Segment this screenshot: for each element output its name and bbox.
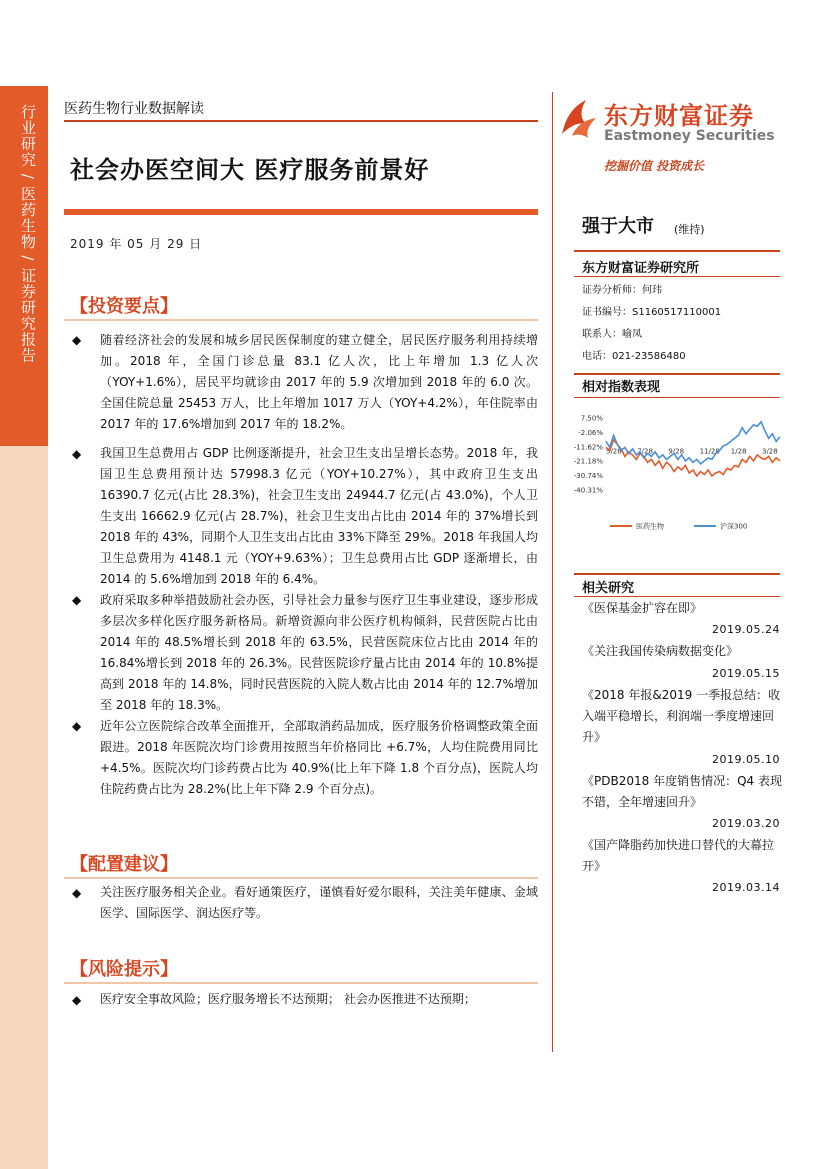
related-report-title: 《国产降脂药加快进口替代的大幕拉开》 bbox=[582, 838, 775, 873]
report-date: 2019 年 05 月 29 日 bbox=[70, 237, 203, 251]
y-tick-label: -30.74% bbox=[574, 472, 603, 481]
related-research-title: 相关研究 bbox=[582, 581, 635, 596]
investment-point: 近年公立医院综合改革全面推开，全部取消药品加成，医疗服务价格调整政策全面跟进。2018 年医院次均门诊费用按照当年价格同比 +6.7%，人均住院费用同比+4.5%。医院次均门诊药费占比为 40.9%(比上年下降 1.8 个百分点)，医院人均住院药费占比为 28.2%(比上年下降 2.9 个百分点)。 bbox=[100, 719, 538, 796]
y-tick-label: -11.62% bbox=[574, 443, 603, 452]
related-report-date: 2019.03.14 bbox=[712, 881, 780, 894]
x-tick-label: 1/28 bbox=[730, 447, 747, 456]
allocation-point: 关注医疗服务相关企业。看好通策医疗，谨慎看好爱尔眼科，关注美年健康、金域医学、国际医学、润达医疗等。 bbox=[100, 885, 538, 920]
brand-slogan: 挖掘价值 投资成长 bbox=[604, 159, 705, 173]
investment-point: 政府采取多种举措鼓励社会办医，引导社会力量参与医疗卫生事业建设，逐步形成多层次多样化医疗服务新格局。新增资源向非公医疗机构倾斜，民营医院占比由 2014 年的 48.5%增长到 2018 年的 63.5%，民营医院床位占比由 2014 年的 16.84%增长到 2018 年的 26.3%。民营医院诊疗量占比由 2014 年的 10.8%提高到 2018 年的 14.8%，同时民营医院的入院人数占比由 2014 年的 12.7%增加至 2018 年的 18.3%。 bbox=[100, 593, 538, 712]
risk-section-title: 【风险提示】 bbox=[70, 959, 178, 980]
bullet-icon: ◆ bbox=[72, 593, 82, 607]
analyst-name: 证券分析师：何玮 bbox=[582, 285, 662, 296]
column-divider bbox=[552, 92, 553, 1052]
allocation-section-title: 【配置建议】 bbox=[70, 854, 178, 875]
left-band-top bbox=[0, 0, 48, 86]
sidebar-rule bbox=[574, 397, 780, 398]
related-report-title: 《医保基金扩容在即》 bbox=[582, 601, 703, 615]
related-report-title: 《PDB2018 年度销售情况：Q4 表现不错，全年增速回升》 bbox=[582, 774, 782, 809]
rating-label: 强于大市 bbox=[582, 216, 654, 237]
investment-section-title: 【投资要点】 bbox=[70, 296, 178, 317]
legend-label: 医药生物 bbox=[636, 522, 664, 531]
related-report-title: 《关注我国传染病数据变化》 bbox=[582, 644, 739, 658]
investment-point: 随着经济社会的发展和城乡居民医保制度的建立健全，居民医疗服务利用持续增加。2018 年，全国门诊总量 83.1 亿人次，比上年增加 1.3 亿人次（YOY+1.6%），居民平均就诊由 2017 年的 5.9 次增加到 2018 年的 6.0 次。全国住院总量 25453 万人，比上年增加 1017 万人（YOY+4.2%），年住院率由 2017 年的 17.6%增加到 2017 年的 18.2%。 bbox=[100, 333, 538, 431]
y-tick-label: -40.31% bbox=[574, 486, 603, 495]
brand-name-cn: 东方财富证券 bbox=[604, 102, 754, 130]
bullet-icon: ◆ bbox=[72, 719, 82, 733]
related-report-date: 2019.05.10 bbox=[712, 753, 780, 766]
sidebar-rule bbox=[574, 250, 780, 252]
bullet-icon: ◆ bbox=[72, 333, 82, 347]
x-tick-label: 9/28 bbox=[668, 447, 685, 456]
legend-label: 沪深300 bbox=[720, 522, 748, 531]
certificate-number: 证书编号：S1160517110001 bbox=[582, 307, 722, 318]
institute-name: 东方财富证券研究所 bbox=[582, 261, 700, 276]
y-tick-label: -2.06% bbox=[578, 428, 603, 437]
chart-title: 相对指数表现 bbox=[582, 380, 661, 395]
title-bar bbox=[64, 209, 538, 215]
brand-name-en: Eastmoney Securities bbox=[604, 128, 775, 144]
bullet-icon: ◆ bbox=[72, 993, 82, 1007]
sidebar-rule bbox=[574, 596, 780, 597]
related-report-date: 2019.03.20 bbox=[712, 817, 780, 830]
eastmoney-flame-logo-icon bbox=[556, 96, 600, 140]
bullet-icon: ◆ bbox=[72, 886, 82, 900]
sidebar-rule bbox=[574, 573, 780, 575]
phone-number: 电话：021-23586480 bbox=[582, 351, 686, 362]
related-report-date: 2019.05.24 bbox=[712, 623, 780, 636]
rating-note: (维持) bbox=[674, 223, 705, 236]
relative-index-chart bbox=[574, 408, 786, 540]
section-rule bbox=[64, 877, 538, 879]
x-tick-label: 5/28 bbox=[606, 447, 622, 456]
section-rule bbox=[64, 319, 538, 321]
y-tick-label: -21.18% bbox=[574, 457, 603, 466]
header-rule bbox=[64, 120, 538, 122]
left-band-lower bbox=[0, 446, 48, 1169]
related-report-title: 《2018 年报&2019 一季报总结：收入端平稳增长，利润端一季度增速回升》 bbox=[582, 688, 781, 744]
x-tick-label: 3/28 bbox=[762, 447, 778, 456]
series-line bbox=[606, 440, 780, 476]
section-rule bbox=[64, 982, 538, 984]
series-line bbox=[606, 422, 780, 464]
bullet-icon: ◆ bbox=[72, 447, 82, 461]
side-label: 行业研究 / 医药生物 / 证券研究报告 bbox=[19, 104, 37, 364]
x-tick-label: 7/28 bbox=[637, 447, 653, 456]
x-tick-label: 11/28 bbox=[699, 447, 720, 456]
page-title: 社会办医空间大 医疗服务前景好 bbox=[70, 156, 430, 184]
report-category: 医药生物行业数据解读 bbox=[64, 101, 204, 117]
investment-point: 我国卫生总费用占 GDP 比例逐渐提升，社会卫生支出呈增长态势。2018 年，我国卫生总费用预计达 57998.3 亿元（YOY+10.27%），其中政府卫生支出 16390.7 亿元(占比 28.3%)，社会卫生支出 24944.7 亿元(占 43.0%)，个人卫生支出 16662.9 亿元(占 28.7%)，社会卫生支出占比由 2014 年的 37%增长到 2018 年的 43%，同期个人卫生支出占比由 33%下降至 29%。2018 年我国人均卫生总费用为 4148.1 元（YOY+9.63%）；卫生总费用占比 GDP 逐渐增长，由 2014 的 5.6%增加到 2018 年的 6.4%。 bbox=[100, 446, 538, 586]
risk-point: 医疗安全事故风险；医疗服务增长不达预期； 社会办医推进不达预期； bbox=[100, 992, 476, 1006]
related-report-date: 2019.05.15 bbox=[712, 667, 780, 680]
sidebar-rule bbox=[574, 276, 780, 277]
sidebar-rule bbox=[574, 373, 780, 375]
y-tick-label: 7.50% bbox=[580, 414, 603, 423]
contact-person: 联系人：喻凤 bbox=[582, 329, 642, 340]
